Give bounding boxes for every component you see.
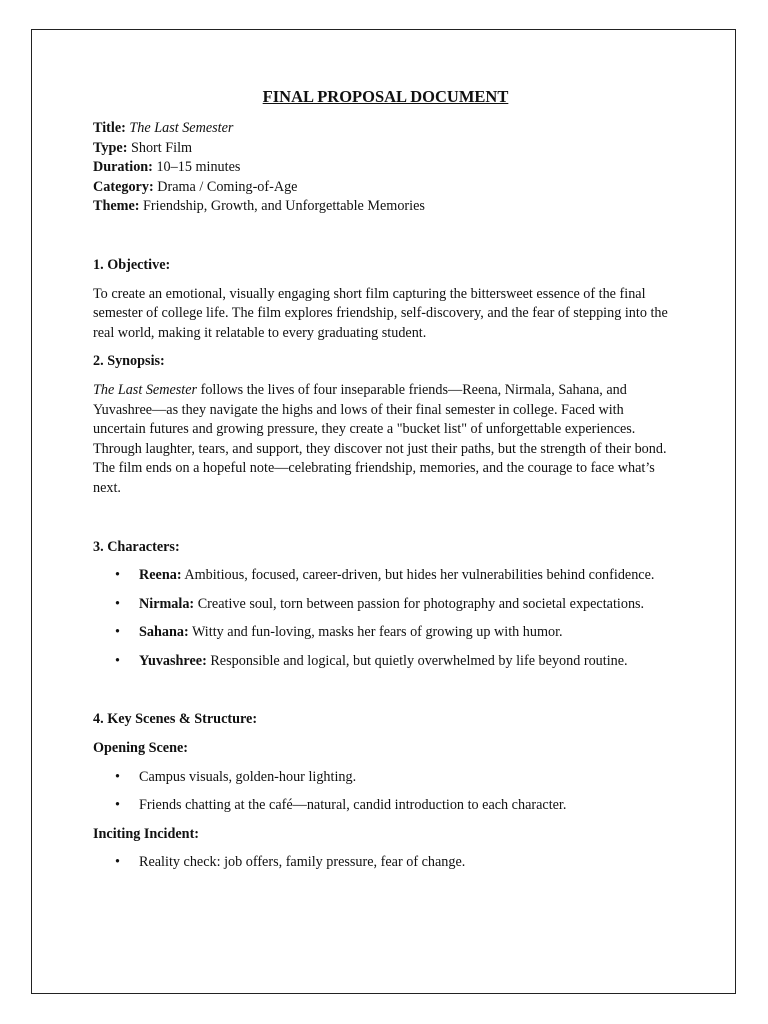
bullet-icon: • [115,797,120,814]
objective-heading: 1. Objective: [93,256,171,273]
bullet-icon: • [115,595,120,612]
list-item: • Reality check: job offers, family pressure, fear of change. [93,853,678,873]
bullet-icon: • [115,567,120,584]
objective-text: To create an emotional, visually engaging short film capturing the bittersweet essence of the final semester of college life. The film explores friendship, self-discovery, and the fear of stepping into the real world, making it relatable to every graduating student. [93,285,668,341]
bullet-icon: • [115,624,120,641]
opening-scene-list [93,768,678,816]
list-item: • Sahana: Witty and fun-loving, masks her fears of growing up with humor. [93,623,678,643]
bullet-icon: • [115,768,120,785]
meta-category: Category: Drama / Coming-of-Age [93,178,298,195]
meta-duration: Duration: 10–15 minutes [93,159,241,176]
bullet-icon: • [115,854,120,871]
list-item: • Yuvashree: Responsible and logical, but quietly overwhelmed by life beyond routine. [93,652,678,672]
list-item: • Friends chatting at the café—natural, candid introduction to each character. [93,796,678,816]
scenes-heading: 4. Key Scenes & Structure: [93,711,258,728]
inciting-incident-heading: Inciting Incident: [93,825,200,842]
characters-list [93,566,678,671]
list-item: • Reena: Ambitious, focused, career-driven, but hides her vulnerabilities behind confidence. [93,566,678,586]
list-item: • Campus visuals, golden-hour lighting. [93,768,678,788]
meta-type: Type: Short Film [93,139,193,156]
document-body [93,86,678,873]
synopsis-heading: 2. Synopsis: [93,353,165,370]
inciting-incident-list [93,853,678,873]
list-item: • Nirmala: Creative soul, torn between passion for photography and societal expectations. [93,595,678,615]
meta-block [93,119,678,217]
opening-scene-heading: Opening Scene: [93,740,188,757]
meta-title: Title: The Last Semester [93,120,234,136]
bullet-icon: • [115,652,120,669]
synopsis-text: The Last Semester follows the lives of four inseparable friends—Reena, Nirmala, Sahana, and Yuvashree—as they navigate the highs and lows of their final semester in college. Faced with uncertain futures and growing pressure, they create a "bucket list" of unforgettable experiences. Through laughter, tears, and support, they discover not just their paths, but the strength of their bond. The film ends on a hopeful note—celebrating friendship, memories, and the courage to face what’s next. [93,381,667,496]
meta-theme: Theme: Friendship, Growth, and Unforgettable Memories [93,198,425,215]
document-title: FINAL PROPOSAL DOCUMENT [262,87,509,106]
characters-heading: 3. Characters: [93,538,180,555]
